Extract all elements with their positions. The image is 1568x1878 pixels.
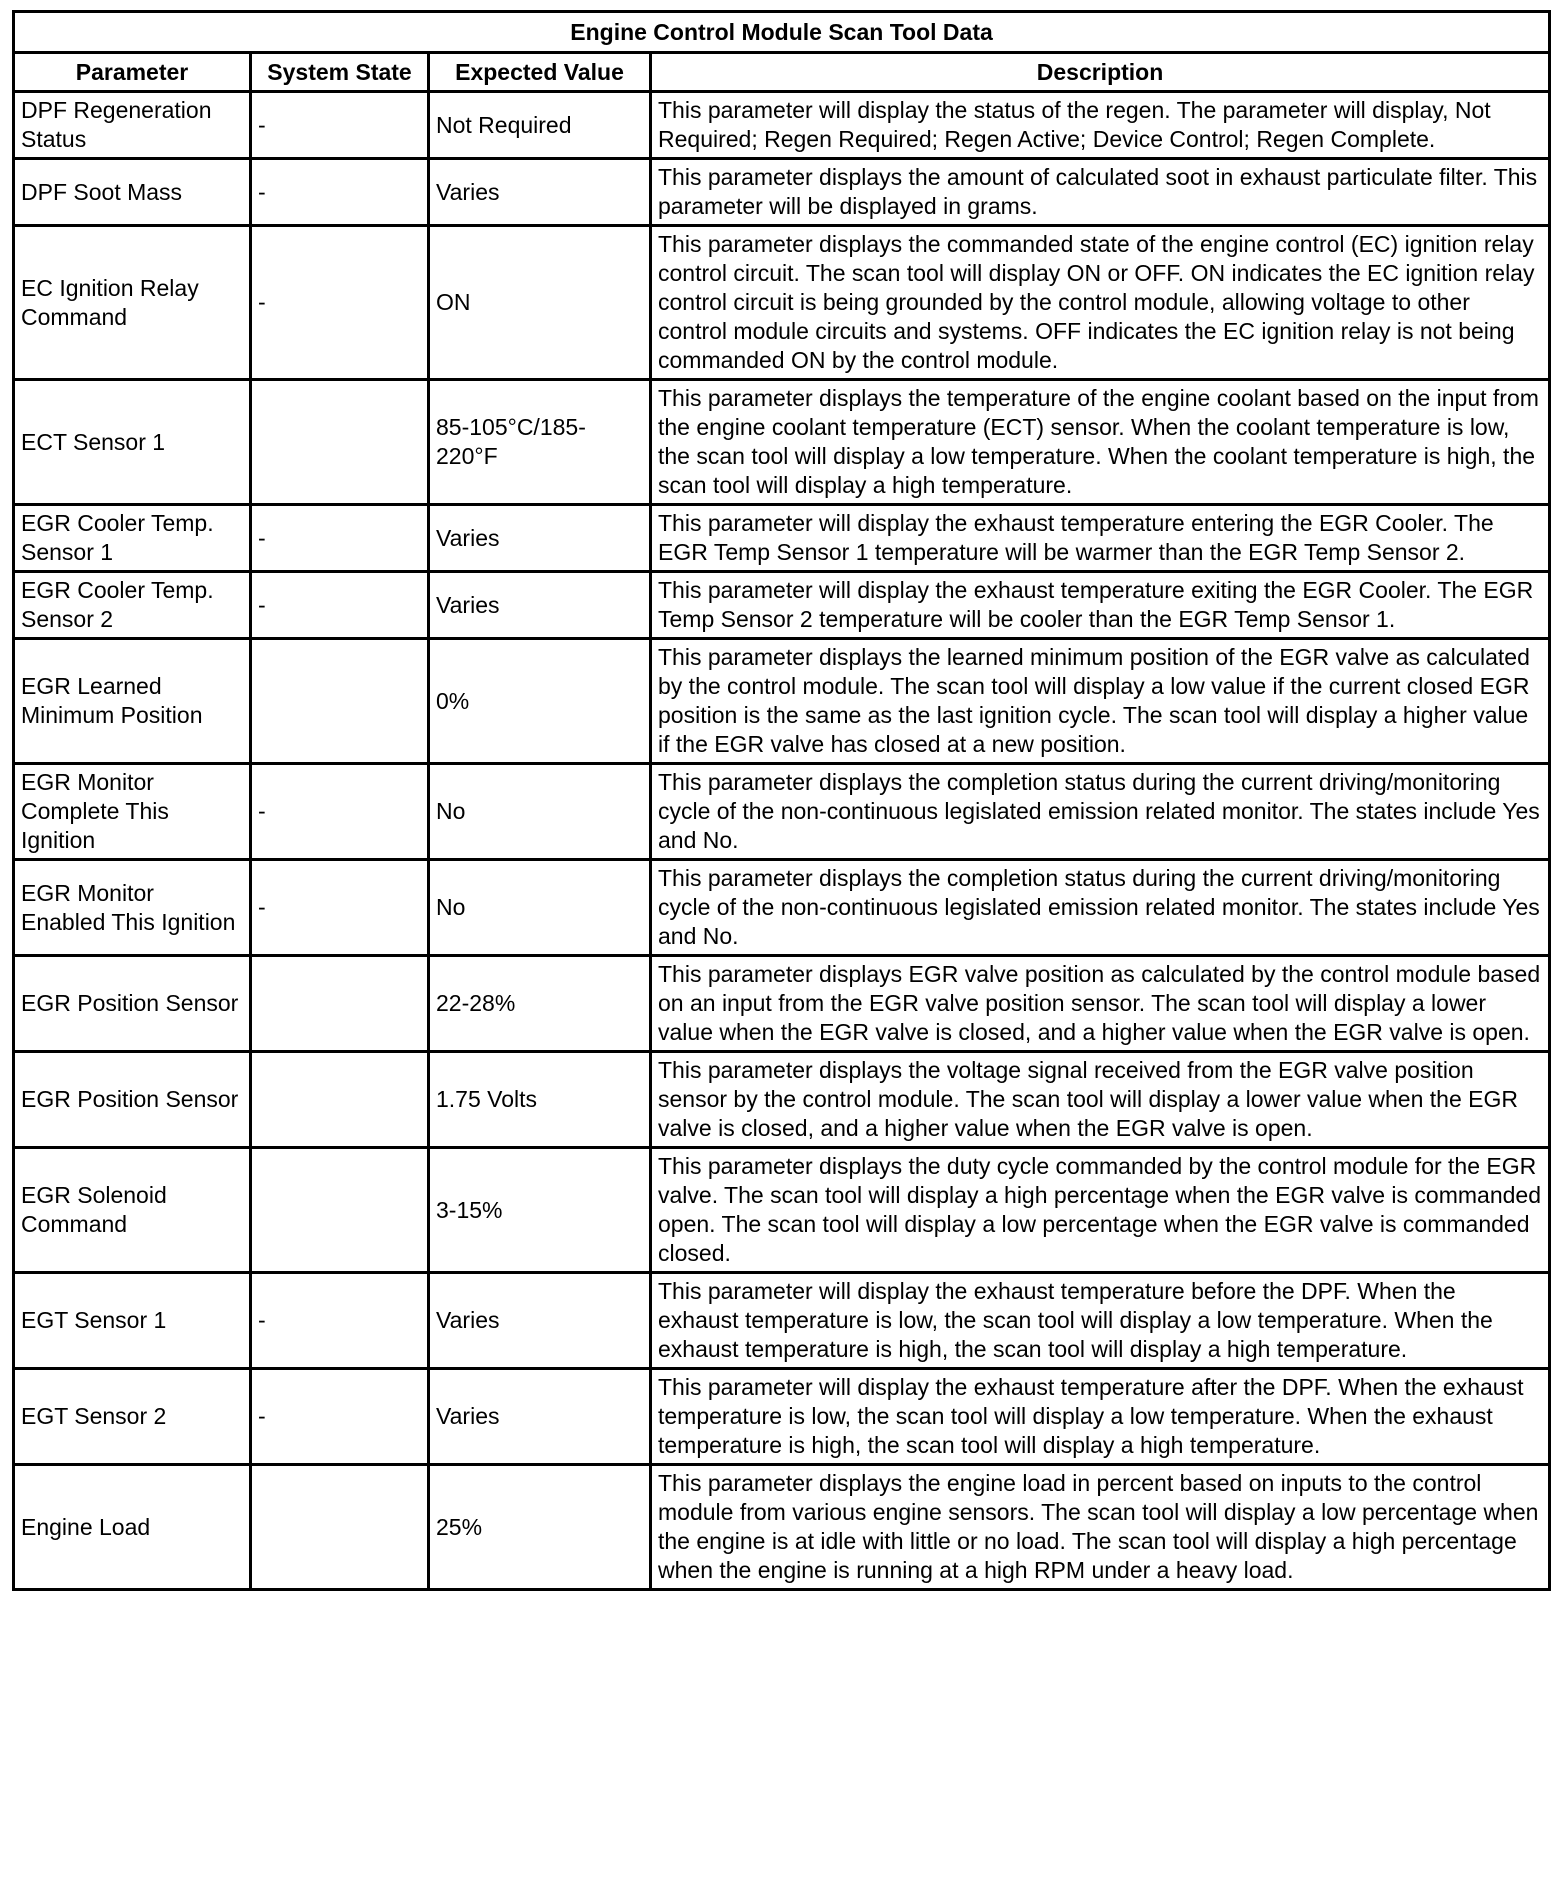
cell-description: This parameter displays the engine load in percent based on inputs to the control module from various engine sensors. The scan tool will display a low percentage when the engine is at idle with little or no load. The scan tool will display a high percentage when the engine is running at a high RPM under a heavy load.: [651, 1465, 1550, 1590]
table-row: [14, 1465, 1550, 1590]
cell-description: This parameter will display the exhaust temperature after the DPF. When the exhaust temperature is low, the scan tool will display a low temperature. When the exhaust temperature is high, the scan tool will display a high temperature.: [651, 1369, 1550, 1465]
cell-parameter: Engine Load: [14, 1465, 251, 1590]
cell-parameter: EGR Monitor Complete This Ignition: [14, 764, 251, 860]
cell-system-state: -: [251, 572, 429, 639]
table-title-row: [14, 12, 1550, 53]
column-header-system-state: System State: [251, 53, 429, 92]
cell-parameter: DPF Regeneration Status: [14, 92, 251, 159]
cell-system-state: -: [251, 92, 429, 159]
cell-expected-value: Varies: [429, 1369, 651, 1465]
cell-description: This parameter displays the temperature of the engine coolant based on the input from the engine coolant temperature (ECT) sensor. When the coolant temperature is low, the scan tool will display a low temperature. When the coolant temperature is high, the scan tool will display a high temperature.: [651, 380, 1550, 505]
cell-system-state: [251, 380, 429, 505]
cell-description: This parameter displays the voltage signal received from the EGR valve position sensor by the control module. The scan tool will display a lower value when the EGR valve is closed, and a higher value when the EGR valve is open.: [651, 1052, 1550, 1148]
table-row: [14, 1273, 1550, 1369]
cell-expected-value: No: [429, 860, 651, 956]
cell-expected-value: 22-28%: [429, 956, 651, 1052]
cell-parameter: EGR Monitor Enabled This Ignition: [14, 860, 251, 956]
cell-description: This parameter displays the learned minimum position of the EGR valve as calculated by the control module. The scan tool will display a low value if the current closed EGR position is the same as the last ignition cycle. The scan tool will display a higher value if the EGR valve has closed at a new position.: [651, 639, 1550, 764]
table-row: [14, 159, 1550, 226]
cell-parameter: EGT Sensor 2: [14, 1369, 251, 1465]
table-title: Engine Control Module Scan Tool Data: [14, 12, 1550, 53]
table-row: [14, 639, 1550, 764]
table-row: [14, 764, 1550, 860]
scan-tool-data-table: [12, 10, 1551, 1591]
column-header-parameter: Parameter: [14, 53, 251, 92]
table-row: [14, 226, 1550, 380]
cell-system-state: -: [251, 764, 429, 860]
cell-parameter: DPF Soot Mass: [14, 159, 251, 226]
cell-system-state: [251, 1052, 429, 1148]
cell-system-state: [251, 956, 429, 1052]
cell-system-state: [251, 1465, 429, 1590]
cell-parameter: EGR Learned Minimum Position: [14, 639, 251, 764]
cell-expected-value: 85-105°C/185-220°F: [429, 380, 651, 505]
cell-parameter: EGR Solenoid Command: [14, 1148, 251, 1273]
cell-system-state: -: [251, 860, 429, 956]
table-row: [14, 860, 1550, 956]
cell-description: This parameter displays the completion status during the current driving/monitoring cycle of the non-continuous legislated emission related monitor. The states include Yes and No.: [651, 764, 1550, 860]
cell-parameter: EGR Position Sensor: [14, 1052, 251, 1148]
cell-parameter: ECT Sensor 1: [14, 380, 251, 505]
cell-parameter: EGR Cooler Temp. Sensor 1: [14, 505, 251, 572]
cell-parameter: EGR Position Sensor: [14, 956, 251, 1052]
cell-description: This parameter will display the status of the regen. The parameter will display, Not Required; Regen Required; Regen Active; Device Control; Regen Complete.: [651, 92, 1550, 159]
cell-system-state: [251, 1148, 429, 1273]
cell-expected-value: 0%: [429, 639, 651, 764]
cell-description: This parameter will display the exhaust temperature exiting the EGR Cooler. The EGR Temp Sensor 2 temperature will be cooler than the EGR Temp Sensor 1.: [651, 572, 1550, 639]
cell-description: This parameter displays EGR valve position as calculated by the control module based on an input from the EGR valve position sensor. The scan tool will display a lower value when the EGR valve is closed, and a higher value when the EGR valve is open.: [651, 956, 1550, 1052]
cell-description: This parameter will display the exhaust temperature before the DPF. When the exhaust temperature is low, the scan tool will display a low temperature. When the exhaust temperature is high, the scan tool will display a high temperature.: [651, 1273, 1550, 1369]
document: [12, 10, 1548, 1591]
cell-system-state: -: [251, 1369, 429, 1465]
cell-system-state: -: [251, 226, 429, 380]
cell-expected-value: Varies: [429, 159, 651, 226]
table-row: [14, 1369, 1550, 1465]
table-body: [14, 92, 1550, 1590]
table-row: [14, 92, 1550, 159]
cell-description: This parameter will display the exhaust temperature entering the EGR Cooler. The EGR Temp Sensor 1 temperature will be warmer than the EGR Temp Sensor 2.: [651, 505, 1550, 572]
cell-description: This parameter displays the completion status during the current driving/monitoring cycle of the non-continuous legislated emission related monitor. The states include Yes and No.: [651, 860, 1550, 956]
cell-expected-value: No: [429, 764, 651, 860]
cell-system-state: -: [251, 505, 429, 572]
cell-description: This parameter displays the commanded state of the engine control (EC) ignition relay control circuit. The scan tool will display ON or OFF. ON indicates the EC ignition relay control circuit is being grounded by the control module, allowing voltage to other control module circuits and systems. OFF indicates the EC ignition relay is not being commanded ON by the control module.: [651, 226, 1550, 380]
cell-system-state: -: [251, 159, 429, 226]
cell-expected-value: 25%: [429, 1465, 651, 1590]
cell-expected-value: Varies: [429, 1273, 651, 1369]
cell-expected-value: 1.75 Volts: [429, 1052, 651, 1148]
cell-parameter: EC Ignition Relay Command: [14, 226, 251, 380]
table-row: [14, 956, 1550, 1052]
cell-expected-value: Varies: [429, 505, 651, 572]
cell-expected-value: 3-15%: [429, 1148, 651, 1273]
table-row: [14, 1052, 1550, 1148]
cell-parameter: EGT Sensor 1: [14, 1273, 251, 1369]
cell-system-state: -: [251, 1273, 429, 1369]
table-header-row: [14, 53, 1550, 92]
table-row: [14, 505, 1550, 572]
cell-description: This parameter displays the duty cycle commanded by the control module for the EGR valve. The scan tool will display a high percentage when the EGR valve is commanded open. The scan tool will display a low percentage when the EGR valve is commanded closed.: [651, 1148, 1550, 1273]
cell-expected-value: Varies: [429, 572, 651, 639]
table-row: [14, 572, 1550, 639]
cell-description: This parameter displays the amount of calculated soot in exhaust particulate filter. This parameter will be displayed in grams.: [651, 159, 1550, 226]
cell-parameter: EGR Cooler Temp. Sensor 2: [14, 572, 251, 639]
column-header-expected-value: Expected Value: [429, 53, 651, 92]
cell-system-state: [251, 639, 429, 764]
table-row: [14, 380, 1550, 505]
table-row: [14, 1148, 1550, 1273]
column-header-description: Description: [651, 53, 1550, 92]
cell-expected-value: Not Required: [429, 92, 651, 159]
cell-expected-value: ON: [429, 226, 651, 380]
